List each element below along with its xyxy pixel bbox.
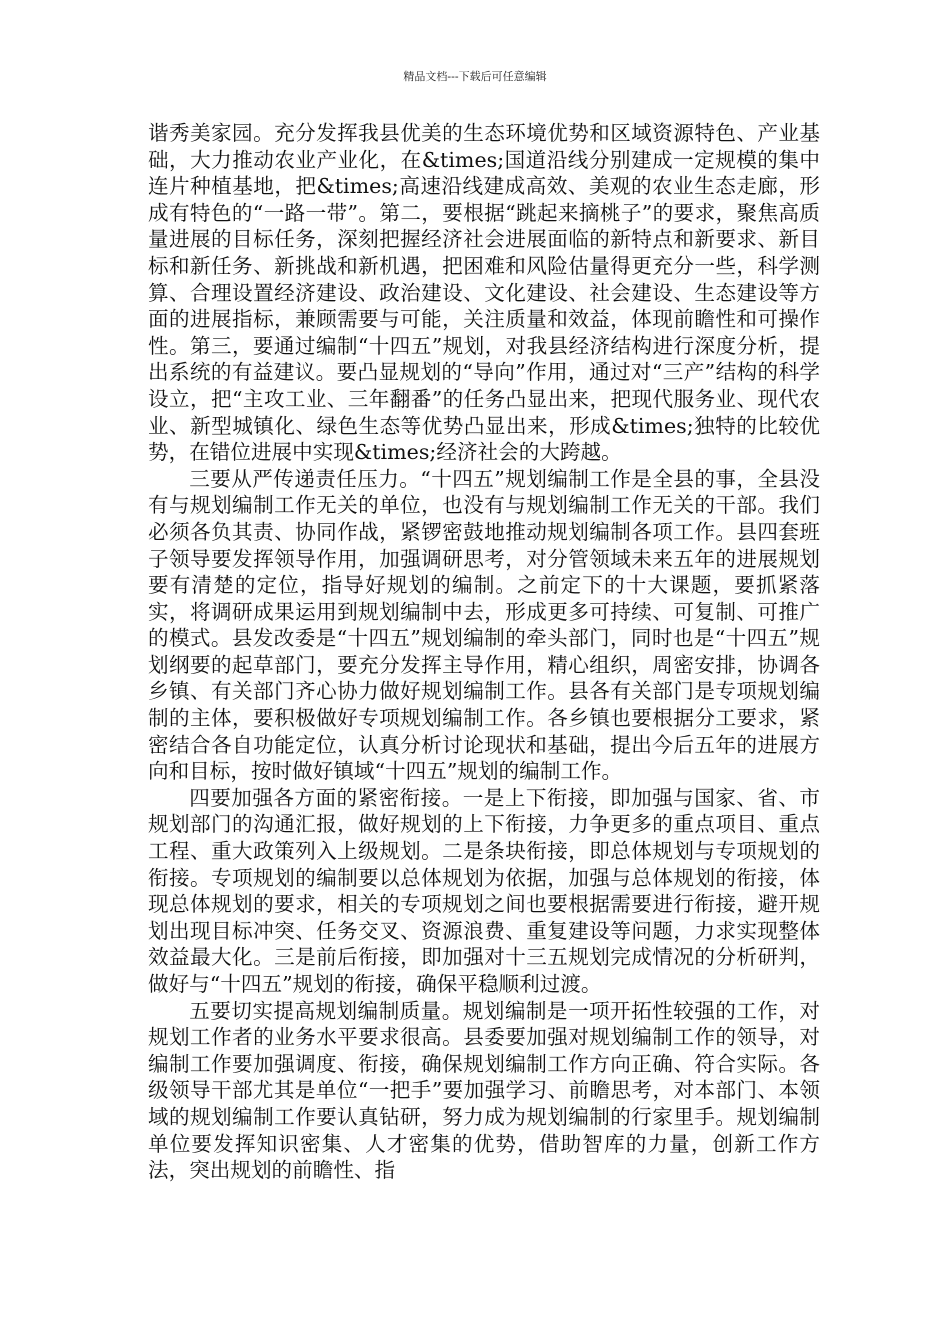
paragraph-responsibility: 三要从严传递责任压力。“十四五”规划编制工作是全县的事，全县没有与规划编制工作无关的单位，也没有与规划编制工作无关的干部。我们必须各负其责、协同作战，紧锣密鼓地推动规划编制各项工作。县四套班子领导要发挥领导作用，加强调研思考，对分管领域未来五年的进展规划要有清楚的定位，指导好规划的编制。之前定下的十大课题，要抓紧落实，将调研成果运用到规划编制中去，形成更多可持续、可复制、可推广的模式。县发改委是“十四五”规划编制的牵头部门，同时也是“十四五”规划纲要的起草部门，要充分发挥主导作用，精心组织，周密安排，协调各乡镇、有关部门齐心协力做好规划编制工作。县各有关部门是专项规划编制的主体，要积极做好专项规划编制工作。各乡镇也要根据分工要求，紧密结合各自功能定位，认真分析讨论现状和基础，提出今后五年的进展方向和目标，按时做好镇域“十四五”规划的编制工作。 [148, 466, 820, 784]
paragraph-continuation: 谐秀美家园。充分发挥我县优美的生态环境优势和区域资源特色、产业基础，大力推动农业产业化，在&times;国道沿线分别建成一定规模的集中连片种植基地，把&times;高速沿线建成高效、美观的农业生态走廊，形成有特色的“一路一带”。第二，要根据“跳起来摘桃子”的要求，聚焦高质量进展的目标任务，深刻把握经济社会进展面临的新特点和新要求、新目标和新任务、新挑战和新机遇，把困难和风险估量得更充分一些，科学测算、合理设置经济建设、政治建设、文化建设、社会建设、生态建设等方面的进展指标，兼顾需要与可能，关注质量和效益，体现前瞻性和可操作性。第三，要通过编制“十四五”规划，对我县经济结构进行深度分析，提出系统的有益建议。要凸显规划的“导向”作用，通过对“三产”结构的科学设立，把“主攻工业、三年翻番”的任务凸显出来，把现代服务业、现代农业、新型城镇化、绿色生态等优势凸显出来，形成&times;独特的比较优势，在错位进展中实现&times;经济社会的大跨越。 [148, 121, 820, 465]
document-body [148, 120, 820, 1184]
paragraph-coordination: 四要加强各方面的紧密衔接。一是上下衔接，即加强与国家、省、市规划部门的沟通汇报，做好规划的上下衔接，力争更多的重点项目、重点工程、重大政策列入上级规划。二是条块衔接，即总体规划与专项规划的衔接。专项规划的编制要以总体规划为依据，加强与总体规划的衔接，体现总体规划的要求，相关的专项规划之间也要根据需要进行衔接，避开规划出现目标冲突、任务交叉、资源浪费、重复建设等问题，力求实现整体效益最大化。三是前后衔接，即加强对十三五规划完成情况的分析研判，做好与“十四五”规划的衔接，确保平稳顺利过渡。 [148, 785, 820, 996]
paragraph-quality: 五要切实提高规划编制质量。规划编制是一项开拓性较强的工作，对规划工作者的业务水平要求很高。县委要加强对规划编制工作的领导，对编制工作要加强调度、衔接，确保规划编制工作方向正确、符合实际。各级领导干部尤其是单位“一把手”要加强学习、前瞻思考，对本部门、本领域的规划编制工作要认真钻研，努力成为规划编制的行家里手。规划编制单位要发挥知识密集、人才密集的优势，借助智库的力量，创新工作方法，突出规划的前瞻性、指 [148, 998, 820, 1183]
page-header: 精品文档---下载后可任意编辑 [403, 70, 547, 83]
